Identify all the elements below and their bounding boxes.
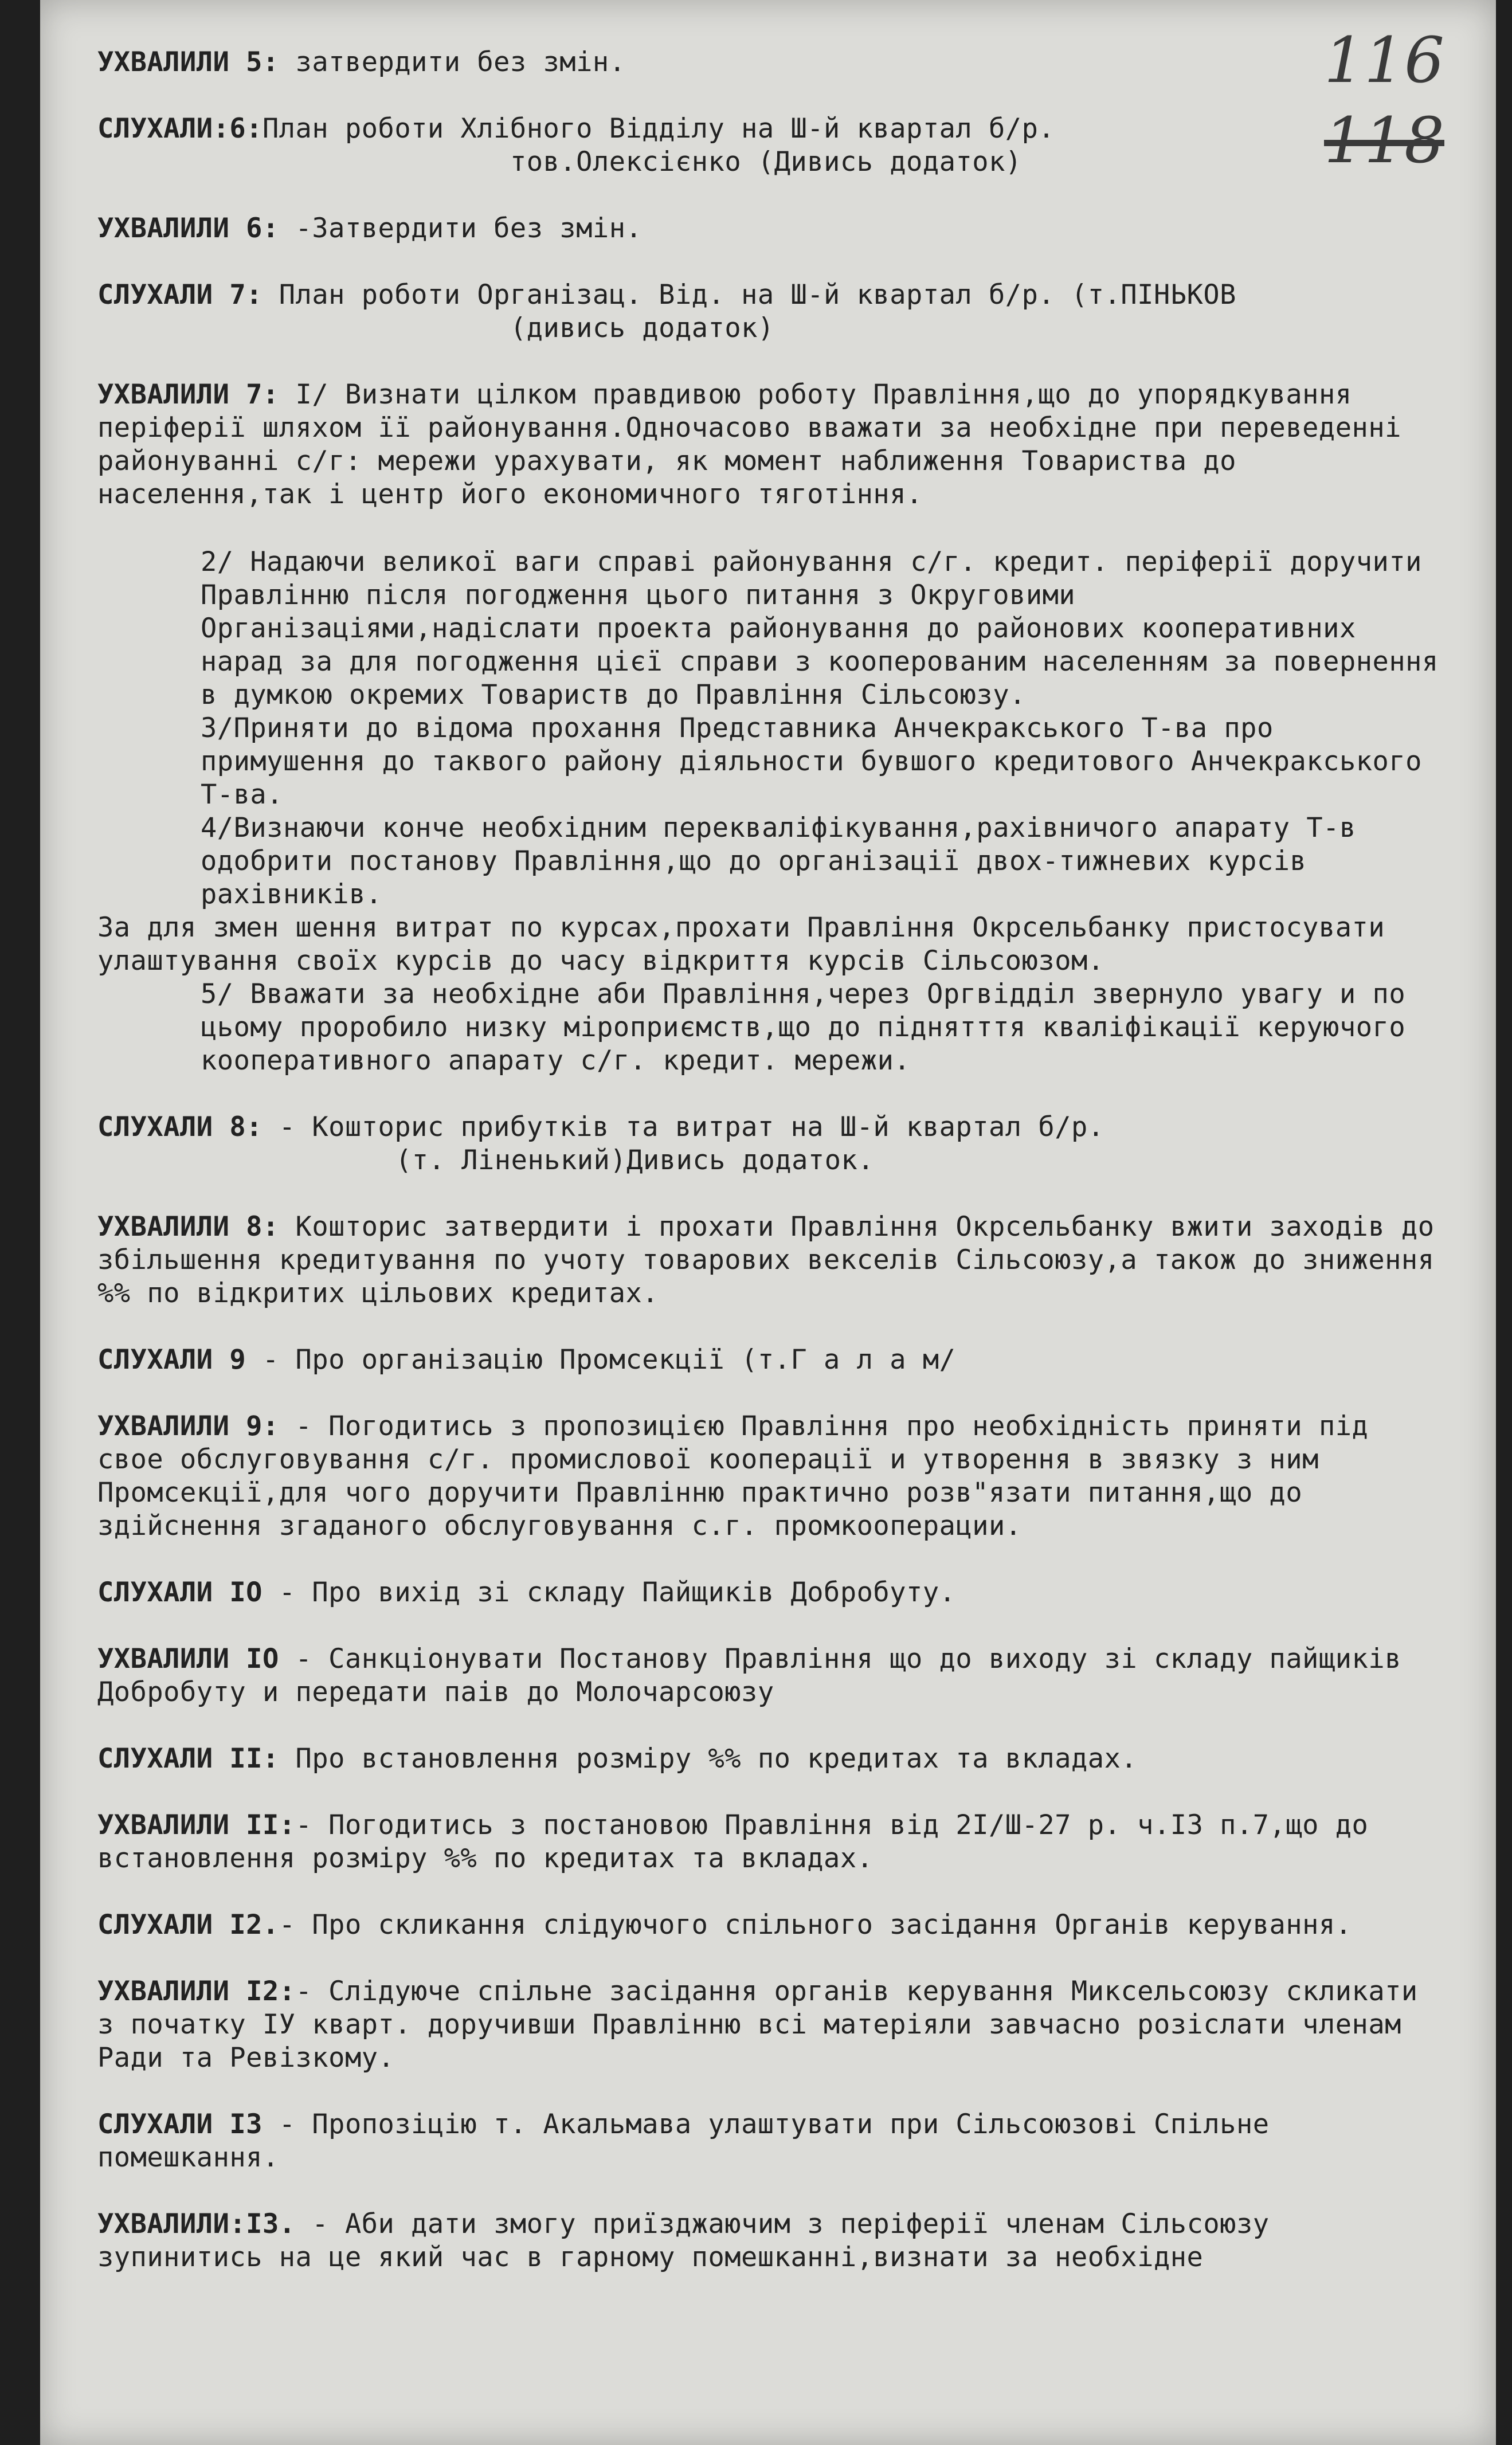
resolution-7-point-2: 2/ Надаючи великої ваги справі районування с/г. кредит. періферії доручити Правлінню після погодження цього питання з Округовими Організаціями,надіслати проекта районування до районових кооперативних нарад за для погодження цієї справи з кооперованим населенням за повернення в думкою окремих Товариств до Правління Сільсоюзу. xyxy=(201,546,1455,711)
archive-number-crossed: 118 xyxy=(1324,104,1444,177)
resolution-10: УХВАЛИЛИ IO - Санкціонувати Постанову Правління що до виходу зі складу пайщиків Добробуту и передати паів до Молочарсоюзу xyxy=(97,1643,1418,1708)
reporter-6: тов.Олексієнко (Дивись додаток) xyxy=(510,146,1022,178)
resolution-13: УХВАЛИЛИ:I3. - Аби дати змогу приїзджаючим з періферії членам Сільсоюзу зупинитись на це який час в гарному помешканні,визнати за необхідне xyxy=(97,2208,1286,2273)
resolution-7: УХВАЛИЛИ 7: I/ Визнати цілком правдивою роботу Правління,що до упорядкування періферії шляхом її районування.Одночасово вважати за необхідне при переведенні районуванні с/г: мережи урахувати, як момент наближення Товариства до населення,так і центр його економичного тяготіння. xyxy=(97,379,1418,510)
resolution-8: УХВАЛИЛИ 8: Кошторис затвердити і прохати Правління Окрсельбанку вжити заходів до збільшення кредитування по учоту товарових векселів Сільсоюзу,а також до зниження %% по відкритих цільових кредитах. xyxy=(97,1211,1451,1309)
resolution-5: УХВАЛИЛИ 5: затвердити без змін. xyxy=(97,46,626,78)
heard-9: СЛУХАЛИ 9 - Про організацію Промсекції (т.Г а л а м/ xyxy=(97,1344,956,1376)
resolution-12: УХВАЛИЛИ I2:- Слідуюче спільне засідання органів керування Миксельсоюзу скликати з початку IУ кварт. доручивши Правлінню всі матеріяли завчасно розіслати членам Ради та Ревізкому. xyxy=(97,1976,1435,2074)
minutes-body xyxy=(97,46,1455,2307)
resolution-7-point-4-cont: За для змен шення витрат по курсах,прохати Правління Окрсельбанку пристосувати улаштування своїх курсів до часу відкриття курсів Сільсоюзом. xyxy=(97,912,1401,977)
heard-11: СЛУХАЛИ II: Про встановлення розміру %% по кредитах та вкладах. xyxy=(97,1743,1138,1774)
resolution-7-point-3: 3/Приняти до відома прохання Представника Анчекракського Т-ва про примушення до таквого району діяльности бувшого кредитового Анчекракського Т-ва. xyxy=(201,712,1439,810)
heard-8: СЛУХАЛИ 8: - Кошторис прибутків та витрат на Ш-й квартал б/р. (т. Ліненький)Дивись додаток. xyxy=(97,1111,1439,1177)
heard-10: СЛУХАЛИ IO - Про вихід зі складу Пайщиків Добробуту. xyxy=(97,1577,956,1608)
resolution-11: УХВАЛИЛИ II:- Погодитись з постановою Правління від 2I/Ш-27 р. ч.I3 п.7,що до встановлення розміру %% по кредитах та вкладах. xyxy=(97,1809,1385,1874)
resolution-7-point-4: 4/Визнаючи конче необхідним перекваліфікування,рахівничого апарату Т-в одобрити постанову Правління,що до організації двох-тижневих курсів рахівників. xyxy=(201,812,1373,910)
heard-12: СЛУХАЛИ I2.- Про скликання слідуючого спільного засідання Органів керування. xyxy=(97,1909,1352,1941)
heard-6: СЛУХАЛИ:6:План роботи Хлібного Відділу на Ш-й квартал б/р. тов.Олексієнко (Дивись додаток) xyxy=(97,112,1439,179)
resolution-6: УХВАЛИЛИ 6: -Затвердити без змін. xyxy=(97,213,643,244)
reporter-7: (дивись додаток) xyxy=(510,312,774,344)
heard-13: СЛУХАЛИ I3 - Пропозіцію т. Акальмава улаштувати при Сільсоюзові Спільне помешкання. xyxy=(97,2109,1286,2173)
heard-7: СЛУХАЛИ 7: План роботи Організац. Від. на Ш-й квартал б/р. (т.ПІНЬКОВ (дивись додаток) xyxy=(97,279,1439,345)
resolution-9: УХВАЛИЛИ 9: - Погодитись з пропозицією Правління про необхідність приняти під свое обслуговування с/г. промислової кооперації и утворення в звязку з ним Промсекції,для чого доручити Правлінню практично розв"язати питання,що до здійснення згаданого обслуговування с.г. промкооперации. xyxy=(97,1410,1385,1542)
reporter-8: (т. Ліненький)Дивись додаток. xyxy=(395,1145,875,1176)
document-page xyxy=(40,0,1496,2445)
archive-number-current: 116 xyxy=(1324,23,1444,97)
resolution-7-point-5: 5/ Вважати за необхідне аби Правління,через Оргвідділ звернуло увагу и по цьому проробило низку міроприємств,що до піднятття кваліфікації керуючого кооперативного апарату с/г. кредит. мережи. xyxy=(201,978,1422,1076)
